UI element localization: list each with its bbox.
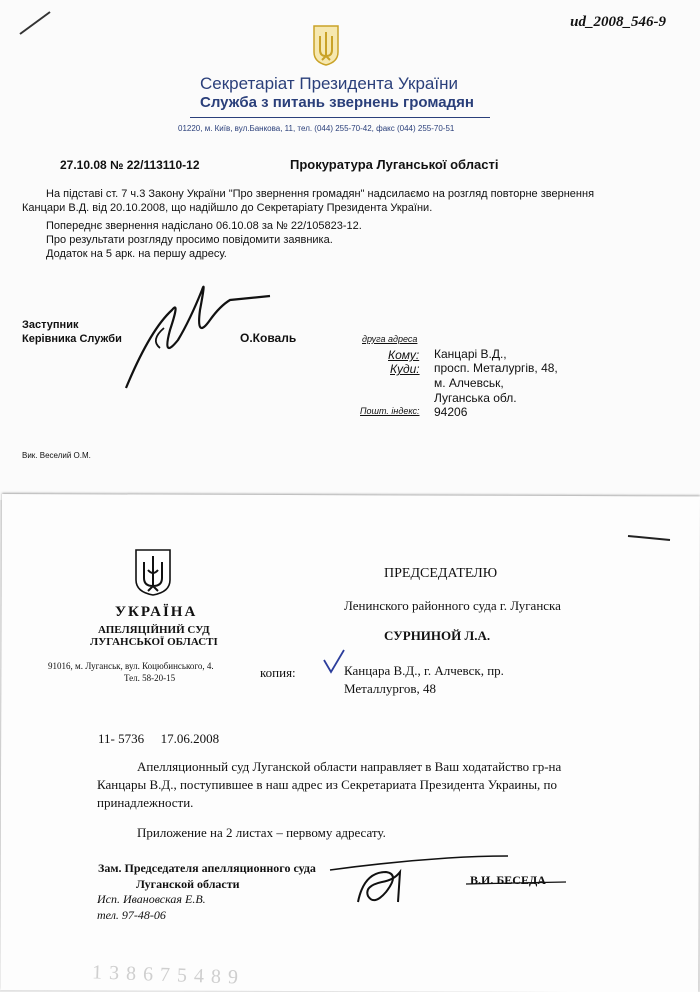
postal-value: 94206: [434, 405, 468, 419]
court-phone: Тел. 58-20-15: [124, 673, 176, 683]
recipient-title: ПРЕДСЕДАТЕЛЮ: [384, 566, 498, 581]
signer-2-line-1: Зам. Председателя апелляционного суда: [98, 861, 316, 875]
signer-title-2: [98, 860, 316, 892]
recipient-name: СУРНИНОЙ Л.А.: [384, 628, 491, 643]
court-address: 91016, м. Луганськ, вул. Коцюбинського, 4.: [48, 661, 214, 671]
paragraph-2: Попереднє звернення надіслано 06.10.08 за № 22/105823-12.: [46, 220, 362, 232]
executor-2: [97, 891, 206, 923]
copy-label: копия:: [260, 665, 296, 680]
pen-stroke-mark-2: [626, 532, 676, 544]
executor-2-name: Исп. Ивановская Е.В.: [97, 892, 206, 906]
paragraph-1-line-2: Канцари В.Д. від 20.10.2008, що надійшло до Секретаріату Президента України.: [22, 202, 433, 214]
recipient-court: Ленинского районного суда г. Луганска: [344, 598, 561, 613]
handwritten-signature-1: [120, 270, 280, 390]
coat-of-arms-icon: [312, 24, 340, 66]
strike-line: [466, 878, 576, 890]
attachment-note: Приложение на 2 листах – первому адресату.: [137, 825, 386, 840]
signer-title: [22, 318, 122, 346]
letter-date: 17.06.2008: [160, 731, 220, 746]
body-line-1: Апелляционный суд Луганской области направляет в Ваш ходатайство гр-на: [137, 759, 562, 774]
where-line-2: м. Алчевськ,: [434, 376, 504, 390]
org-subtitle: Служба з питань звернень громадян: [200, 94, 474, 111]
postal-label: Пошт. індекс:: [360, 406, 420, 416]
outgoing-number-2: [98, 731, 219, 747]
signer-name-2: В.И. БЕСЕДА: [470, 873, 546, 887]
outgoing-number: 27.10.08 № 22/113110-12: [60, 158, 200, 172]
paragraph-4: Додаток на 5 арк. на першу адресу.: [46, 248, 227, 260]
signer-title-line-1: Заступник: [22, 319, 79, 331]
org-address: 01220, м. Київ, вул.Банкова, 11, тел. (044) 255-70-42, факс (044) 255-70-51: [178, 124, 455, 133]
court-name-line-1: АПЕЛЯЦІЙНИЙ СУД: [98, 624, 210, 636]
executor: Вик. Веселий О.М.: [22, 451, 91, 460]
copy-line-1: Канцара В.Д., г. Алчевск, пр.: [344, 663, 504, 678]
addressee: Прокуратура Луганської області: [290, 157, 499, 172]
where-line-1: просп. Металургів, 48,: [434, 361, 558, 375]
signer-name: О.Коваль: [240, 331, 297, 345]
executor-2-phone: тел. 97-48-06: [97, 908, 166, 922]
signer-2-line-2: Луганской области: [136, 877, 240, 891]
where-label: Куди:: [390, 362, 420, 376]
paragraph-3: Про результати розгляду просимо повідомити заявника.: [46, 234, 333, 246]
to-value: Канцарі В.Д.,: [434, 347, 507, 361]
signer-title-line-2: Керівника Служби: [22, 333, 122, 345]
paragraph-1-line-1: На підставі ст. 7 ч.3 Закону України "Про звернення громадян" надсилаємо на розгляд повторне звернення: [46, 188, 595, 200]
country-heading: УКРАЇНА: [115, 604, 198, 620]
court-name: [90, 624, 218, 648]
checkmark-icon: [322, 648, 346, 674]
org-title: Секретаріат Президента України: [200, 74, 458, 93]
pen-stroke-mark: [6, 4, 66, 34]
copy-line-2: Металлургов, 48: [344, 681, 437, 696]
document-reference: ud_2008_546-9: [570, 14, 666, 30]
faint-stamp-number: 1 3 8 6 7 5 4 8 9: [91, 961, 240, 989]
body-line-2: Канцары В.Д., поступившее в наш адрес из Секретариата Президента Украины, по: [97, 777, 558, 792]
second-address-label: друга адреса: [362, 334, 418, 344]
body-line-3: принадлежности.: [97, 795, 194, 810]
coat-of-arms-icon-2: [134, 548, 172, 596]
header-divider: [190, 117, 490, 118]
where-line-3: Луганська обл.: [434, 391, 517, 405]
copy-recipient: [344, 662, 504, 698]
court-name-line-2: ЛУГАНСЬКОЇ ОБЛАСТІ: [90, 636, 218, 648]
to-label: Кому:: [388, 348, 420, 362]
letter-number: 11- 5736: [98, 731, 145, 746]
